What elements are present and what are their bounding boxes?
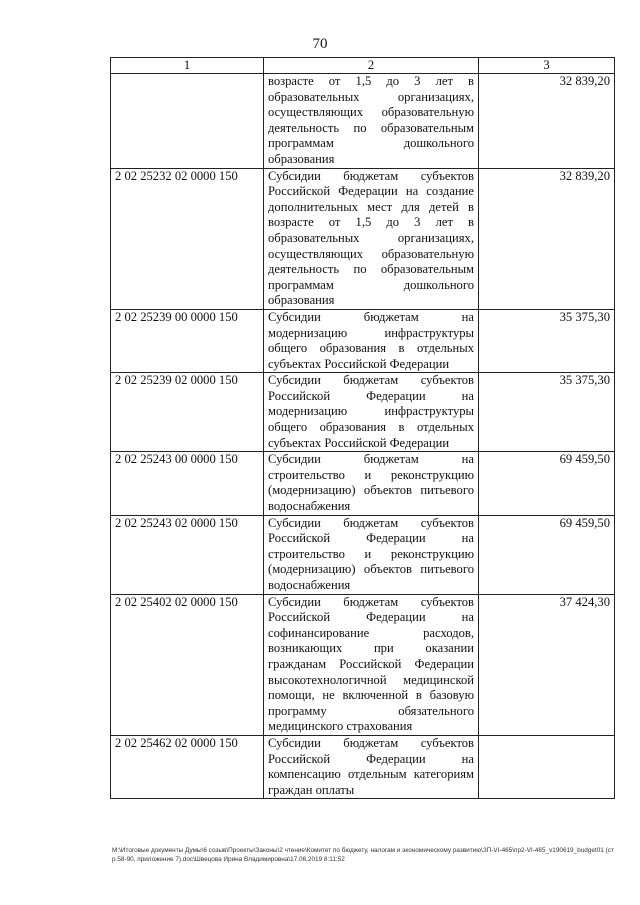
row-amount: 69 459,50: [479, 515, 615, 594]
table-row: [111, 309, 615, 372]
row-description: Субсидии бюджетам субъектов Российской Федерации на строительство и реконструкцию (модернизацию) объектов питьевого водоснабжения: [264, 515, 479, 594]
row-description: Субсидии бюджетам субъектов Российской Федерации на софинансирование расходов, возникающих при оказании гражданам Российской Федерации высокотехнологичной медицинской помощи, не включенной в базовую программу обязательного медицинского страхования: [264, 594, 479, 735]
table-row: [111, 735, 615, 798]
budget-table: [110, 57, 615, 799]
row-code: 2 02 25243 00 0000 150: [111, 452, 264, 515]
row-amount: 35 375,30: [479, 373, 615, 452]
document-path-footer: М:\Итоговые документы Думы\6 созыв\Проекты\Законы\2 чтение\Комитет по бюджету, налогам и экономическому развитию\ЗП-VI-465\пр2-VI-465_v190619_budget01 (стр.58-90, приложение 7).doc\Швецова Ирина Владимировна\17.06.2019 8:11:52: [112, 847, 614, 863]
table-row: [111, 74, 615, 169]
row-amount: 35 375,30: [479, 309, 615, 372]
row-description: Субсидии бюджетам на модернизацию инфраструктуры общего образования в отдельных субъектах Российской Федерации: [264, 309, 479, 372]
row-code: 2 02 25462 02 0000 150: [111, 735, 264, 798]
row-description: возрасте от 1,5 до 3 лет в образовательных организациях, осуществляющих образовательную деятельность по образовательным программам дошкольного образования: [264, 74, 479, 169]
column-header-1: 1: [111, 58, 264, 74]
row-description: Субсидии бюджетам субъектов Российской Федерации на компенсацию отдельным категориям граждан оплаты: [264, 735, 479, 798]
row-amount: [479, 735, 615, 798]
table-row: [111, 515, 615, 594]
page-number: 70: [312, 36, 328, 52]
row-code: 2 02 25232 02 0000 150: [111, 168, 264, 309]
row-amount: 32 839,20: [479, 74, 615, 169]
column-header-2: 2: [264, 58, 479, 74]
table-row: [111, 452, 615, 515]
table-row: [111, 373, 615, 452]
row-code: [111, 74, 264, 169]
row-code: 2 02 25239 00 0000 150: [111, 309, 264, 372]
row-description: Субсидии бюджетам субъектов Российской Федерации на создание дополнительных мест для детей в возрасте от 1,5 до 3 лет в образовательных организациях, осуществляющих образовательную деятельность по образовательным программам дошкольного образования: [264, 168, 479, 309]
row-amount: 69 459,50: [479, 452, 615, 515]
row-code: 2 02 25243 02 0000 150: [111, 515, 264, 594]
row-description: Субсидии бюджетам на строительство и реконструкцию (модернизацию) объектов питьевого водоснабжения: [264, 452, 479, 515]
row-code: 2 02 25402 02 0000 150: [111, 594, 264, 735]
row-description: Субсидии бюджетам субъектов Российской Федерации на модернизацию инфраструктуры общего образования в отдельных субъектах Российской Федерации: [264, 373, 479, 452]
row-amount: 37 424,30: [479, 594, 615, 735]
row-code: 2 02 25239 02 0000 150: [111, 373, 264, 452]
table-row: [111, 594, 615, 735]
table-row: [111, 168, 615, 309]
table-header-row: [111, 58, 615, 74]
column-header-3: 3: [479, 58, 615, 74]
row-amount: 32 839,20: [479, 168, 615, 309]
